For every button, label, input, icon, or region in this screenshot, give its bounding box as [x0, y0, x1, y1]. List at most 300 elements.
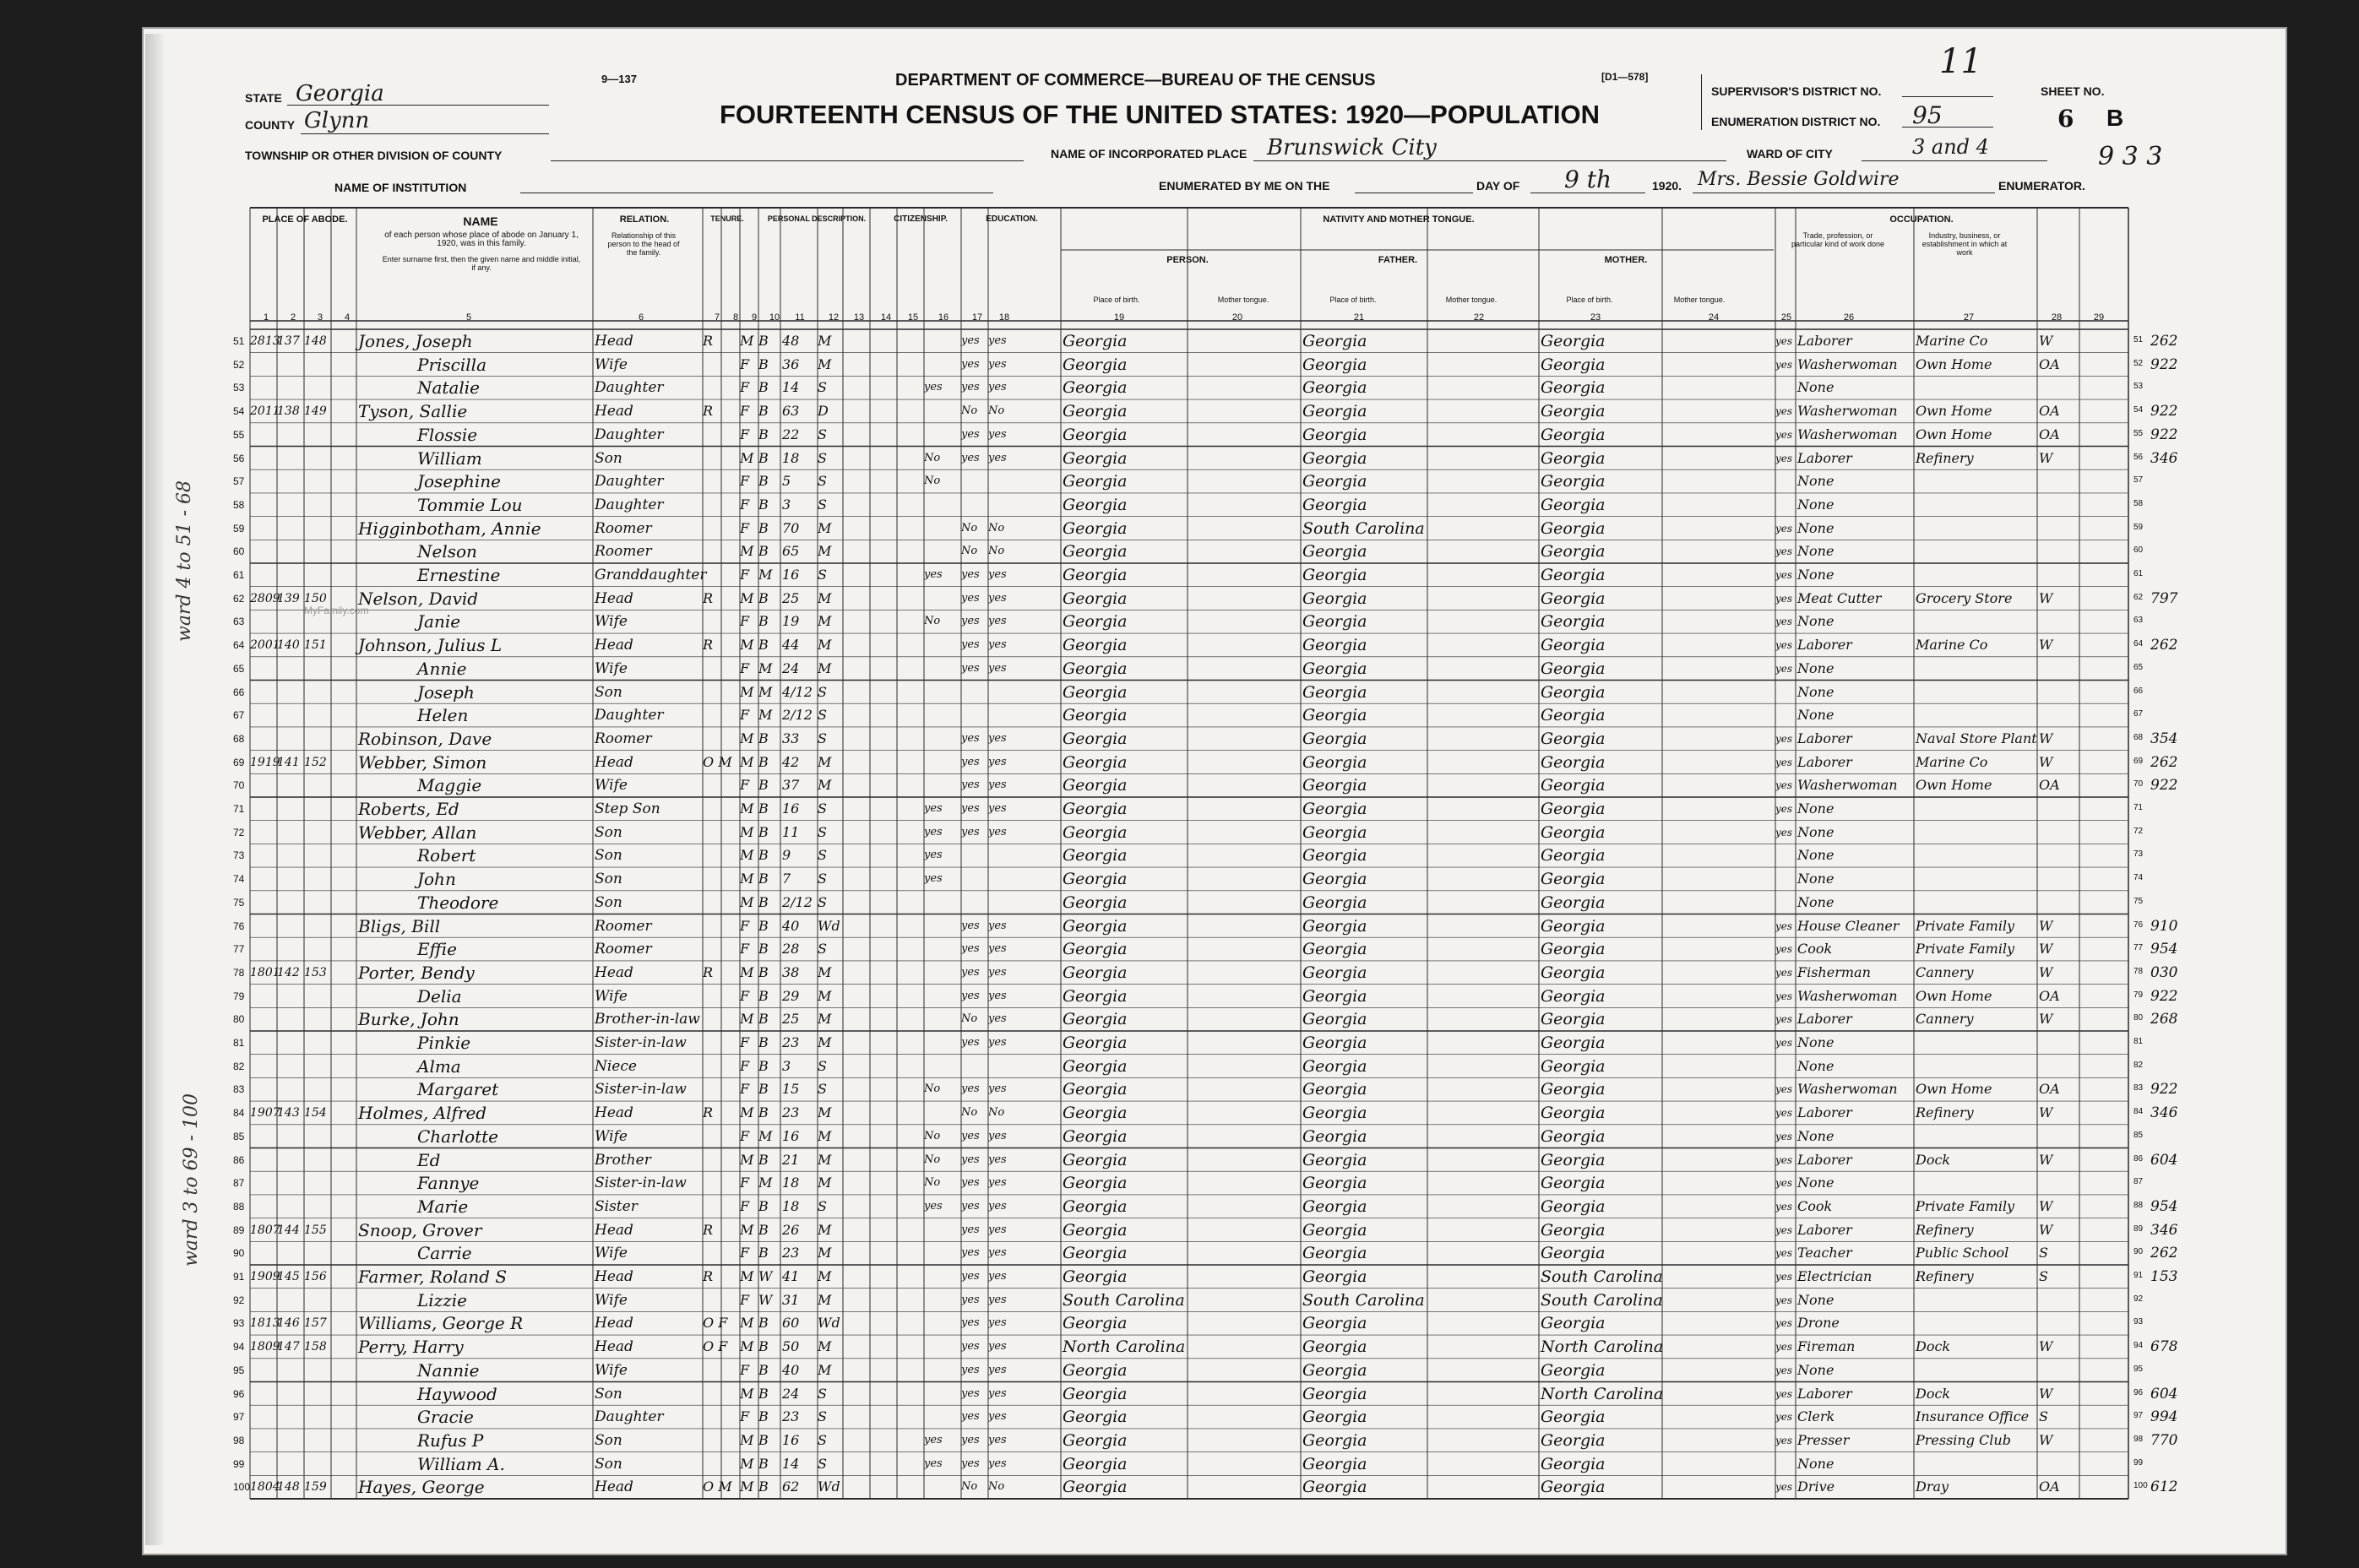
column-number: 20 — [1231, 312, 1243, 323]
row-relation: Step Son — [595, 800, 660, 817]
line-number: 70 — [233, 779, 245, 792]
group-mother: MOTHER. — [1604, 255, 1648, 265]
row-birth: Georgia — [1063, 589, 1128, 608]
row-sex: M — [740, 589, 754, 606]
row-write: yes — [988, 779, 1007, 792]
row-age: 36 — [782, 355, 800, 372]
row-birth: Georgia — [1063, 800, 1128, 818]
row-race: B — [758, 847, 769, 864]
row-marital: S — [818, 847, 827, 864]
row-race: B — [758, 1197, 769, 1214]
row-mother-birth: Georgia — [1541, 566, 1606, 584]
row-marital: M — [818, 1011, 832, 1028]
row-father-birth: Georgia — [1302, 1080, 1367, 1099]
row-father-birth: Georgia — [1302, 589, 1367, 608]
row-school: No — [924, 1176, 941, 1190]
row-code: 922 — [2150, 1081, 2178, 1099]
row-father-birth: Georgia — [1302, 752, 1367, 772]
line-number-right: 54 — [2133, 405, 2144, 415]
row-read: No — [961, 545, 978, 558]
row-relation: Sister-in-law — [595, 1034, 687, 1051]
row-class: W — [2039, 1221, 2053, 1238]
row-trade: Presser — [1797, 1431, 1850, 1448]
row-name: Janie — [417, 611, 461, 632]
row-relation: Wife — [595, 1361, 628, 1379]
row-relation: Son — [595, 1455, 622, 1473]
row-age: 48 — [782, 333, 800, 349]
line-number-right: 57 — [2133, 475, 2144, 486]
row-age: 2/12 — [782, 893, 813, 910]
row-birth: Georgia — [1063, 542, 1128, 562]
row-trade: None — [1797, 847, 1834, 864]
row-tenure: O F — [703, 1338, 728, 1355]
line-number-right: 100 — [2133, 1481, 2148, 1491]
row-trade: Laborer — [1797, 753, 1852, 770]
row-english: yes — [1775, 1247, 1793, 1260]
line-number-right: 58 — [2133, 498, 2144, 508]
line-number-right: 96 — [2133, 1387, 2144, 1397]
row-tenure: O M — [703, 1478, 732, 1495]
row-read: yes — [961, 965, 980, 979]
row-age: 63 — [782, 403, 800, 420]
row-industry: Cannery — [1916, 963, 1974, 980]
row-name: Ernestine — [417, 565, 501, 585]
row-relation: Son — [595, 449, 622, 467]
row-industry: Cannery — [1916, 1011, 1974, 1028]
row-english: yes — [1775, 779, 1793, 792]
row-father-birth: Georgia — [1302, 706, 1367, 725]
row-age: 42 — [782, 753, 800, 770]
column-number: 25 — [1780, 312, 1792, 323]
row-name: Charlotte — [417, 1126, 499, 1147]
row-read: yes — [961, 1270, 980, 1283]
row-read: yes — [961, 1457, 980, 1470]
row-read: yes — [961, 1363, 980, 1376]
row-sex: F — [740, 613, 750, 630]
row-school: yes — [924, 568, 943, 581]
row-english: yes — [1775, 1083, 1793, 1096]
row-age: 33 — [782, 730, 800, 746]
row-write: yes — [988, 1457, 1007, 1470]
row-relation: Wife — [595, 613, 628, 631]
row-relation: Niece — [595, 1057, 637, 1075]
form-number: 9—137 — [601, 73, 637, 85]
row-birth: Georgia — [1063, 940, 1128, 959]
row-birth: Georgia — [1063, 986, 1128, 1006]
row-father-birth: Georgia — [1302, 659, 1367, 678]
row-age: 70 — [782, 519, 800, 536]
row-code: 030 — [2150, 963, 2178, 981]
row-trade: Drone — [1797, 1315, 1840, 1332]
row-industry: Own Home — [1916, 1081, 1992, 1098]
row-sex: M — [740, 1385, 754, 1402]
row-street: 2011 — [250, 404, 280, 419]
row-name: Flossie — [417, 424, 478, 445]
row-house: 138 — [277, 404, 300, 419]
row-code: 153 — [2150, 1268, 2178, 1285]
row-english: yes — [1775, 1130, 1793, 1142]
row-english: yes — [1775, 1341, 1793, 1354]
row-trade: None — [1797, 1034, 1834, 1050]
row-birth: Georgia — [1063, 916, 1128, 936]
row-family: 158 — [304, 1340, 327, 1354]
row-relation: Head — [595, 1221, 633, 1239]
row-industry: Public School — [1916, 1245, 2009, 1261]
row-sex: M — [740, 753, 754, 770]
row-mother-birth: Georgia — [1541, 682, 1606, 702]
row-read: yes — [961, 1433, 980, 1446]
row-class: W — [2039, 1151, 2053, 1168]
row-code: 604 — [2150, 1385, 2178, 1403]
row-read: yes — [961, 591, 980, 605]
row-read: No — [961, 521, 978, 534]
industry-header: Industry, business, or establishment in which at work — [1921, 231, 2008, 257]
row-write: yes — [988, 1363, 1007, 1376]
row-mother-birth: Georgia — [1541, 636, 1606, 655]
row-read: yes — [961, 942, 980, 956]
row-industry: Marine Co — [1916, 637, 1988, 654]
row-race: B — [758, 777, 769, 794]
row-sex: F — [740, 987, 750, 1004]
row-age: 40 — [782, 1361, 800, 1378]
row-sex: M — [740, 730, 754, 746]
row-street: 1813 — [250, 1316, 280, 1331]
row-sex: M — [740, 1011, 754, 1028]
row-mother-birth: Georgia — [1541, 1034, 1606, 1052]
row-mother-birth: Georgia — [1541, 589, 1606, 608]
row-write: yes — [988, 825, 1007, 838]
row-birth: Georgia — [1063, 870, 1128, 889]
line-number: 74 — [233, 873, 245, 886]
row-trade: Cook — [1797, 1197, 1833, 1214]
row-mother-birth: Georgia — [1541, 940, 1606, 959]
row-name: Priscilla — [417, 354, 486, 375]
row-birth: Georgia — [1063, 1196, 1128, 1216]
row-father-birth: Georgia — [1302, 682, 1367, 702]
row-age: 23 — [782, 1245, 800, 1261]
line-number: 85 — [233, 1130, 245, 1142]
row-birth: Georgia — [1063, 612, 1128, 632]
row-trade: Laborer — [1797, 1151, 1852, 1168]
column-number: 29 — [2093, 312, 2105, 323]
row-school: yes — [924, 381, 943, 394]
row-father-birth: Georgia — [1302, 986, 1367, 1006]
row-tenure: R — [703, 963, 714, 980]
row-school: No — [924, 1153, 941, 1166]
row-race: B — [758, 449, 769, 466]
row-read: yes — [961, 755, 980, 768]
row-birth: Georgia — [1063, 1056, 1128, 1076]
enumerated-label: ENUMERATED BY ME ON THE — [1159, 179, 1330, 193]
row-race: W — [758, 1291, 773, 1308]
row-father-birth: Georgia — [1302, 800, 1367, 818]
line-number-right: 91 — [2133, 1271, 2144, 1280]
row-birth: Georgia — [1063, 846, 1128, 865]
row-marital: M — [818, 963, 832, 980]
row-father-birth: Georgia — [1302, 472, 1367, 491]
row-house: 144 — [277, 1223, 300, 1237]
row-race: B — [758, 917, 769, 934]
row-race: B — [758, 1081, 769, 1098]
row-industry: Refinery — [1916, 449, 1974, 466]
row-relation: Daughter — [595, 1408, 664, 1426]
row-school: No — [924, 475, 941, 488]
row-write: yes — [988, 1082, 1007, 1096]
row-father-birth: Georgia — [1302, 1056, 1367, 1076]
line-number: 77 — [233, 943, 245, 956]
row-name: Haywood — [417, 1383, 497, 1404]
line-number-right: 86 — [2133, 1153, 2144, 1164]
row-sex: M — [740, 871, 754, 887]
line-number-right: 51 — [2133, 335, 2144, 345]
group-personal: PERSONAL DESCRIPTION. — [767, 214, 867, 223]
row-race: B — [758, 1408, 769, 1425]
row-write: yes — [988, 357, 1007, 371]
row-family: 157 — [304, 1316, 327, 1331]
row-industry: Pressing Club — [1916, 1431, 2011, 1448]
row-name: Alma — [417, 1055, 461, 1077]
row-english: yes — [1775, 662, 1793, 675]
row-father-birth: South Carolina — [1302, 1290, 1425, 1310]
row-birth: Georgia — [1063, 1034, 1128, 1052]
row-father-birth: Georgia — [1302, 1126, 1367, 1146]
row-industry: Marine Co — [1916, 333, 1988, 349]
row-father-birth: Georgia — [1302, 355, 1367, 374]
row-marital: S — [818, 1431, 827, 1448]
line-number-right: 95 — [2133, 1364, 2144, 1374]
row-trade: House Cleaner — [1797, 917, 1900, 934]
row-relation: Roomer — [595, 941, 652, 958]
row-sex: F — [740, 707, 750, 724]
row-industry: Refinery — [1916, 1104, 1974, 1121]
row-birth: Georgia — [1063, 566, 1128, 584]
row-name: Porter, Bendy — [358, 962, 475, 983]
row-street: 1809 — [250, 1340, 280, 1354]
incorporated-label: NAME OF INCORPORATED PLACE — [1051, 147, 1247, 160]
row-tenure: R — [703, 1104, 714, 1121]
line-number: 98 — [233, 1434, 245, 1446]
line-number: 60 — [233, 545, 245, 558]
row-marital: S — [818, 567, 827, 583]
row-code: 797 — [2150, 589, 2178, 607]
row-age: 5 — [782, 473, 791, 490]
row-write: yes — [988, 919, 1007, 932]
row-name: John — [417, 869, 456, 890]
row-birth: Georgia — [1063, 1408, 1128, 1427]
row-code: 604 — [2150, 1151, 2178, 1169]
line-number: 80 — [233, 1013, 245, 1026]
row-relation: Roomer — [595, 519, 652, 537]
row-name: Effie — [417, 939, 458, 960]
row-age: 65 — [782, 543, 800, 560]
ward-label: WARD OF CITY — [1747, 147, 1833, 160]
line-number-right: 93 — [2133, 1317, 2144, 1327]
row-age: 19 — [782, 613, 800, 630]
row-class: OA — [2039, 355, 2060, 372]
line-number: 53 — [233, 382, 245, 394]
row-english: yes — [1775, 1387, 1793, 1400]
row-name: Williams, George R — [358, 1313, 524, 1334]
row-race: B — [758, 496, 769, 513]
row-mother-birth: Georgia — [1541, 1408, 1606, 1427]
row-race: B — [758, 1338, 769, 1355]
row-mother-birth: Georgia — [1541, 1010, 1606, 1029]
line-number-right: 77 — [2133, 943, 2144, 953]
row-sex: F — [740, 1361, 750, 1378]
line-number-right: 98 — [2133, 1434, 2144, 1444]
row-mother-birth: Georgia — [1541, 495, 1606, 514]
row-house: 145 — [277, 1270, 300, 1283]
row-age: 22 — [782, 426, 800, 442]
row-sex: F — [740, 355, 750, 372]
column-number: 3 — [317, 312, 323, 323]
row-house: 141 — [277, 755, 300, 769]
line-number: 83 — [233, 1083, 245, 1096]
line-number: 57 — [233, 475, 245, 488]
row-age: 21 — [782, 1151, 800, 1168]
row-sex: M — [740, 637, 754, 654]
line-number-right: 87 — [2133, 1177, 2144, 1187]
row-write: yes — [988, 1246, 1007, 1260]
row-code: 922 — [2150, 355, 2178, 373]
row-relation: Daughter — [595, 426, 664, 443]
row-father-birth: Georgia — [1302, 870, 1367, 889]
row-write: yes — [988, 989, 1007, 1002]
row-father-birth: Georgia — [1302, 1454, 1367, 1473]
row-code: 678 — [2150, 1338, 2178, 1356]
row-tenure: R — [703, 1268, 714, 1284]
row-age: 62 — [782, 1478, 800, 1495]
row-birth: Georgia — [1063, 1454, 1128, 1473]
row-name: Robinson, Dave — [358, 728, 492, 749]
line-number-right: 84 — [2133, 1107, 2144, 1117]
row-mother-birth: Georgia — [1541, 425, 1606, 444]
row-father-birth: Georgia — [1302, 1174, 1367, 1193]
line-number-right: 70 — [2133, 779, 2144, 789]
row-mother-birth: Georgia — [1541, 1478, 1606, 1497]
row-house: 147 — [277, 1340, 300, 1354]
row-sex: F — [740, 1291, 750, 1308]
line-number-right: 76 — [2133, 920, 2144, 930]
line-number: 56 — [233, 452, 245, 464]
column-number: 22 — [1473, 312, 1485, 323]
column-number: 6 — [638, 312, 644, 323]
line-number-right: 92 — [2133, 1294, 2144, 1304]
row-code: 262 — [2150, 637, 2178, 654]
line-number-right: 72 — [2133, 826, 2144, 836]
row-read: yes — [961, 1129, 980, 1142]
row-read: yes — [961, 357, 980, 371]
row-write: yes — [988, 1293, 1007, 1306]
row-birth: Georgia — [1063, 332, 1128, 350]
line-number: 96 — [233, 1387, 245, 1400]
row-father-birth: Georgia — [1302, 402, 1367, 421]
row-race: M — [758, 1127, 773, 1144]
row-trade: None — [1797, 893, 1834, 910]
row-street: 1907 — [250, 1106, 280, 1120]
row-code: 994 — [2150, 1408, 2178, 1426]
row-mother-birth: Georgia — [1541, 986, 1606, 1006]
row-english: yes — [1775, 452, 1793, 464]
row-trade: None — [1797, 1175, 1834, 1191]
row-tenure: O M — [703, 753, 732, 770]
column-number: 2 — [290, 312, 296, 323]
group-tenure: TENURE. — [710, 214, 744, 223]
row-write: No — [988, 545, 1005, 558]
row-father-birth: Georgia — [1302, 332, 1367, 350]
row-trade: Washerwoman — [1797, 1081, 1898, 1098]
row-school: yes — [924, 1457, 943, 1470]
row-birth: Georgia — [1063, 1010, 1128, 1029]
row-mother-birth: North Carolina — [1541, 1337, 1664, 1357]
row-mother-birth: Georgia — [1541, 729, 1606, 748]
day-value: 9 th — [1564, 165, 1612, 193]
row-class: OA — [2039, 1478, 2060, 1495]
row-father-birth: Georgia — [1302, 542, 1367, 562]
column-number: 11 — [795, 312, 805, 323]
row-relation: Wife — [595, 355, 628, 373]
row-read: yes — [961, 661, 980, 675]
line-number: 88 — [233, 1200, 245, 1213]
row-marital: M — [818, 659, 832, 676]
row-sex: F — [740, 777, 750, 794]
column-number: 26 — [1843, 312, 1855, 323]
row-age: 16 — [782, 800, 800, 817]
line-number: 73 — [233, 849, 245, 862]
row-industry: Dock — [1916, 1151, 1951, 1168]
row-father-birth: Georgia — [1302, 963, 1367, 982]
row-age: 41 — [782, 1268, 800, 1284]
row-code: 268 — [2150, 1011, 2178, 1028]
row-class: OA — [2039, 403, 2060, 420]
row-sex: M — [740, 893, 754, 910]
row-race: B — [758, 613, 769, 630]
row-age: 44 — [782, 637, 800, 654]
row-sex: M — [740, 683, 754, 700]
row-write: yes — [988, 591, 1007, 605]
row-name: Lizzie — [417, 1289, 467, 1310]
column-number: 28 — [2051, 312, 2063, 323]
line-number-right: 78 — [2133, 966, 2144, 976]
row-age: 16 — [782, 1431, 800, 1448]
row-read: yes — [961, 1410, 980, 1424]
row-birth: Georgia — [1063, 1220, 1128, 1240]
row-trade: None — [1797, 707, 1834, 724]
line-number: 62 — [233, 592, 245, 605]
enumeration-label: ENUMERATION DISTRICT NO. — [1711, 115, 1881, 128]
row-birth: Georgia — [1063, 448, 1128, 468]
row-birth: Georgia — [1063, 636, 1128, 655]
row-house: 139 — [277, 591, 300, 605]
row-class: OA — [2039, 426, 2060, 442]
row-mother-birth: Georgia — [1541, 542, 1606, 562]
row-father-birth: Georgia — [1302, 495, 1367, 514]
row-industry: Private Family — [1916, 917, 2015, 934]
row-birth: Georgia — [1063, 682, 1128, 702]
row-marital: M — [818, 1127, 832, 1144]
row-school: yes — [924, 825, 943, 838]
row-read: yes — [961, 825, 980, 838]
row-trade: Clerk — [1797, 1408, 1835, 1425]
row-trade: None — [1797, 1361, 1834, 1378]
row-age: 24 — [782, 659, 800, 676]
line-number-right: 53 — [2133, 382, 2144, 392]
row-street: 2809 — [250, 591, 280, 605]
row-father-birth: Georgia — [1302, 1196, 1367, 1216]
row-code: 262 — [2150, 333, 2178, 350]
row-write: yes — [988, 1223, 1007, 1236]
row-birth: Georgia — [1063, 659, 1128, 678]
